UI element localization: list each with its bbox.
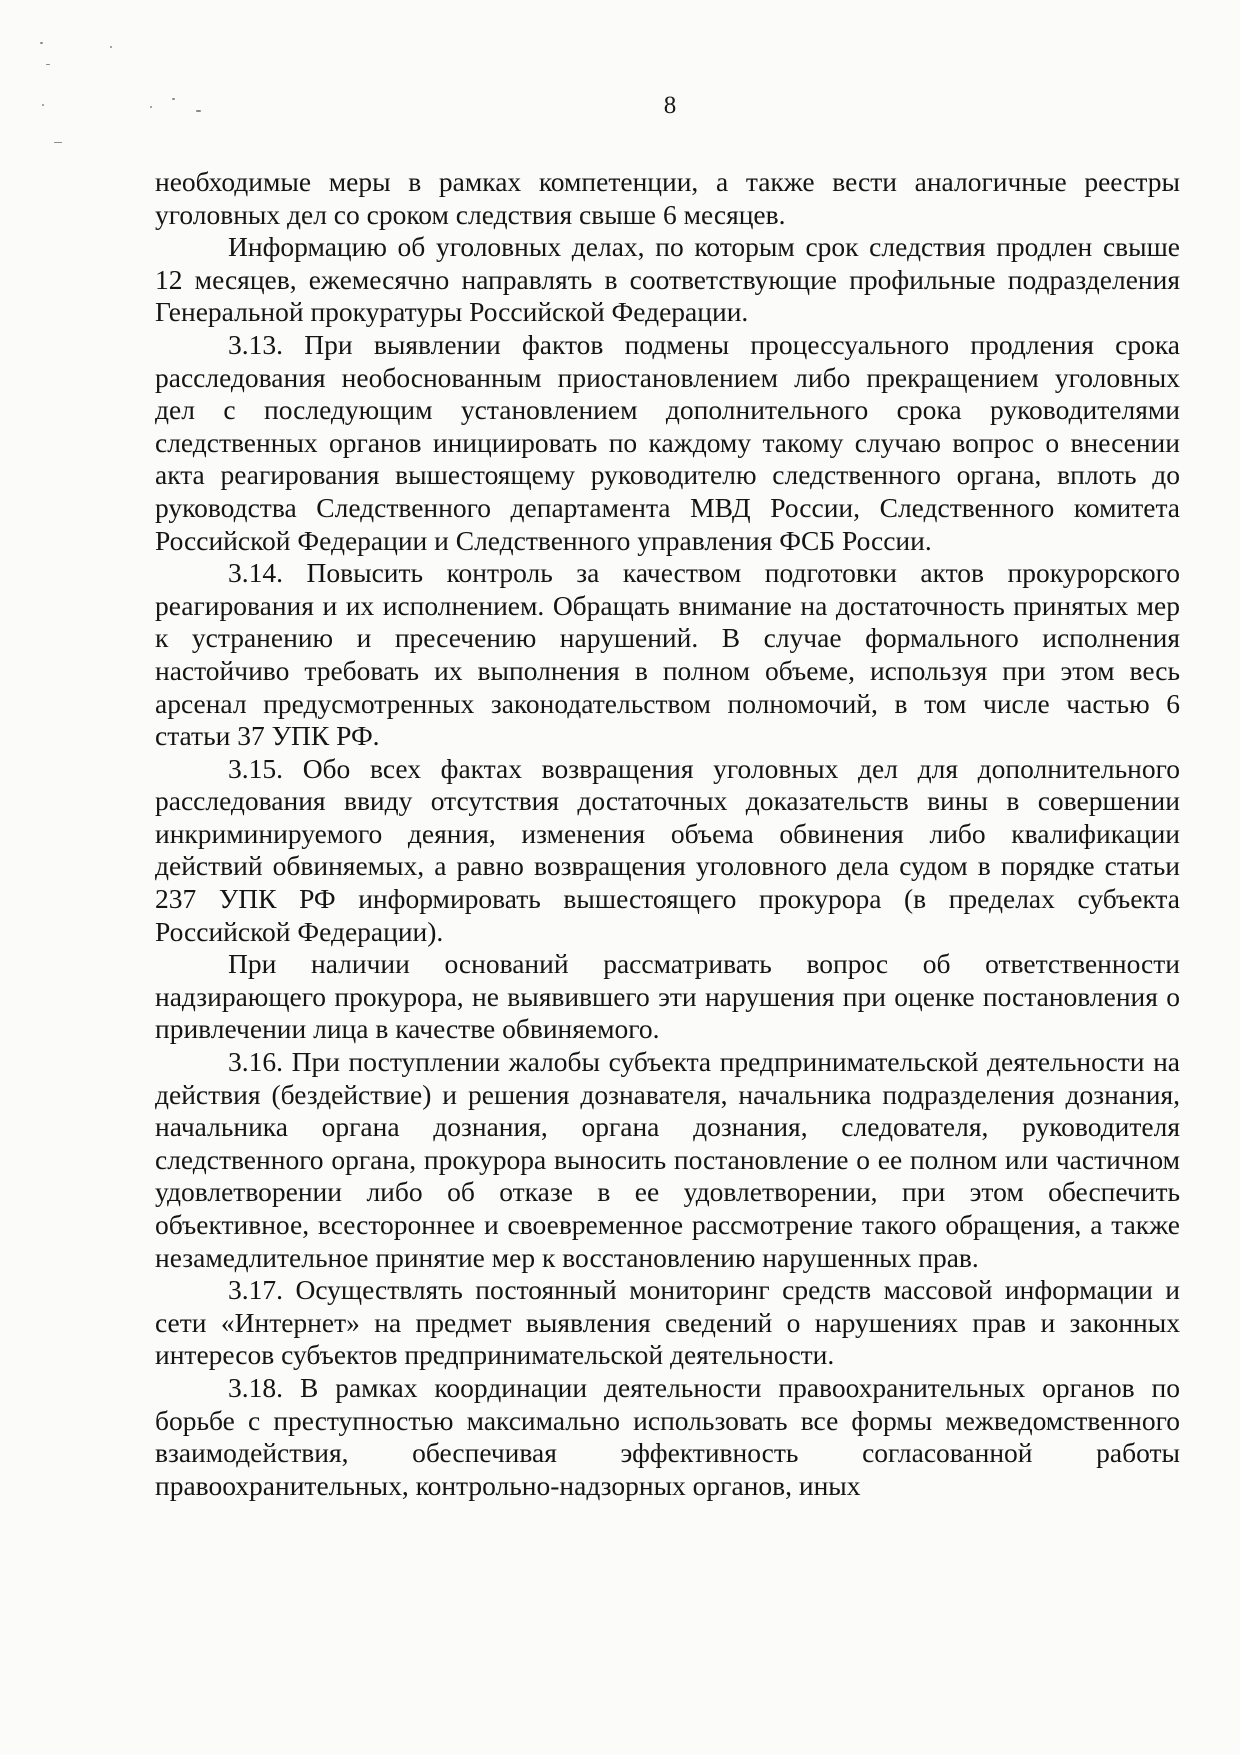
document-body	[155, 166, 1180, 1502]
paragraph-3-15: 3.15. Обо всех фактах возвращения уголовных дел для дополнительного расследования ввиду отсутствия достаточных доказательств вины в совершении инкриминируемого деяния, изменения объема обвинения либо квалификации действий обвиняемых, а равно возвращения уголовного дела судом в порядке статьи 237 УПК РФ информировать вышестоящего прокурора (в пределах субъекта Российской Федерации).	[155, 752, 1180, 947]
paragraph-continuation: необходимые меры в рамках компетенции, а также вести аналогичные реестры уголовных дел со сроком следствия свыше 6 месяцев.	[155, 166, 1180, 230]
paragraph-3-17: 3.17. Осуществлять постоянный мониторинг средств массовой информации и сети «Интернет» на предмет выявления сведений о нарушениях прав и законных интересов субъектов предпринимательской деятельности.	[155, 1274, 1180, 1371]
paragraph-3-14: 3.14. Повысить контроль за качеством подготовки актов прокурорского реагирования и их исполнением. Обращать внимание на достаточность принятых мер к устранению и пресечению нарушений. В случае формального исполнения настойчиво требовать их выполнения в полном объеме, используя при этом весь арсенал предусмотренных законодательством полномочий, в том числе частью 6 статьи 37 УПК РФ.	[155, 557, 1180, 752]
scan-speck	[54, 142, 62, 143]
paragraph-responsibility: При наличии оснований рассматривать вопрос об ответственности надзирающего прокурора, не выявившего эти нарушения при оценке постановления о привлечении лица в качестве обвиняемого.	[155, 948, 1180, 1045]
paragraph-info-12-months: Информацию об уголовных делах, по которым срок следствия продлен свыше 12 месяцев, ежемесячно направлять в соответствующие профильные подразделения Генеральной прокуратуры Российской Федерации.	[155, 231, 1180, 328]
paragraph-3-16: 3.16. При поступлении жалобы субъекта предпринимательской деятельности на действия (бездействие) и решения дознавателя, начальника подразделения дознания, начальника органа дознания, органа дознания, следователя, руководителя следственного органа, прокурора выносить постановление о ее полном или частичном удовлетворении либо об отказе в ее удовлетворении, при этом обеспечить объективное, всестороннее и своевременное рассмотрение такого обращения, а также незамедлительное принятие мер к восстановлению нарушенных прав.	[155, 1046, 1180, 1273]
scan-speck	[46, 64, 50, 65]
paragraph-3-13: 3.13. При выявлении фактов подмены процессуального продления срока расследования необоснованным приостановлением либо прекращением уголовных дел с последующим установлением дополнительного срока руководителями следственных органов инициировать по каждому такому случаю вопрос о внесении акта реагирования вышестоящему руководителю следственного органа, вплоть до руководства Следственного департамента МВД России, Следственного комитета Российской Федерации и Следственного управления ФСБ России.	[155, 328, 1180, 556]
scan-speck	[40, 42, 43, 44]
scan-speck	[110, 46, 112, 48]
paragraph-3-18: 3.18. В рамках координации деятельности правоохранительных органов по борьбе с преступностью максимально использовать все формы межведомственного взаимодействия, обеспечивая эффективность согласованной работы правоохранительных, контрольно-надзорных органов, иных	[155, 1371, 1180, 1501]
page-number: 8	[663, 92, 677, 119]
